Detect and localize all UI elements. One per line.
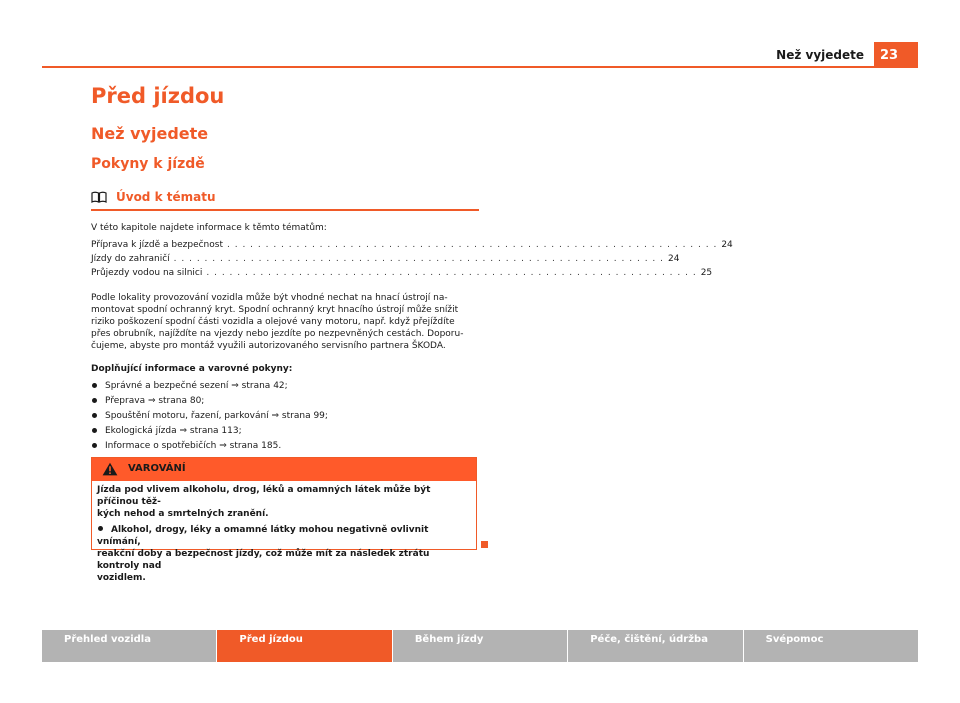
bullet-icon [98, 526, 103, 531]
list-item-text: Spouštění motoru, řazení, parkování ⇒ strana 99; [105, 410, 328, 421]
footer-tab-pece-cisteni-udrzba[interactable]: Péče, čištění, údržba [568, 630, 743, 662]
body-paragraph [91, 292, 479, 352]
footer-tab-svepomoc[interactable]: Svépomoc [744, 630, 918, 662]
toc-label: Jízdy do zahraničí [91, 254, 170, 264]
toc-row[interactable] [91, 266, 713, 280]
section-title: Než vyjedete [91, 124, 209, 143]
footer-tab-behem-jizdy[interactable]: Během jízdy [393, 630, 568, 662]
paragraph-line: Podle lokality provozování vozidla může být vhodné nechat na hnací ústrojí na- [91, 293, 448, 303]
list-item[interactable] [91, 423, 479, 438]
page-number: 23 [874, 42, 918, 68]
warning-bullet-paragraph [97, 524, 473, 584]
chapter-title: Před jízdou [91, 84, 225, 108]
toc-leader: . . . . . . . . . . . . . . . . . . . . . . . . . . . . . . . . . . . . . . . . . . . . . . . . . . . . . . . . . . . . . . . . [227, 240, 718, 250]
toc-leader: . . . . . . . . . . . . . . . . . . . . . . . . . . . . . . . . . . . . . . . . . . . . . . . . . . . . . . . . . . . . . . . . [206, 268, 697, 278]
warning-line: vozidlem. [97, 573, 146, 583]
reference-list [91, 378, 479, 453]
intro-heading [91, 190, 479, 211]
warning-header [92, 458, 476, 481]
warning-line: reakční doby a bezpečnost jízdy, což může mít za následek ztrátu kontroly nad [97, 549, 430, 571]
footer-tab-pred-jizdou[interactable]: Před jízdou [217, 630, 392, 662]
intro-title: Úvod k tématu [116, 190, 216, 204]
toc-page: 25 [700, 268, 713, 278]
footer-nav [42, 630, 918, 662]
intro-text: V této kapitole najdete informace k těmto tématům: [91, 223, 327, 233]
list-item-text: Přeprava ⇒ strana 80; [105, 395, 205, 406]
header-rule [42, 66, 918, 68]
section-end-marker [481, 541, 488, 548]
toc-leader: . . . . . . . . . . . . . . . . . . . . . . . . . . . . . . . . . . . . . . . . . . . . . . . . . . . . . . . . . . . . . . . . [173, 254, 664, 264]
list-item[interactable] [91, 393, 479, 408]
warning-line: Alkohol, drogy, léky a omamné látky mohou negativně ovlivnit vnímání, [97, 525, 429, 547]
bullet-icon [92, 443, 97, 448]
toc-row[interactable] [91, 238, 733, 252]
bullet-icon [92, 413, 97, 418]
warning-paragraph [97, 484, 473, 520]
paragraph-line: riziko poškození spodní části vozidla a olejové vany motoru, např. když přejíždíte [91, 317, 455, 327]
bullet-icon [92, 428, 97, 433]
warning-title: VAROVÁNÍ [128, 463, 186, 474]
list-item-text: Správné a bezpečné sezení ⇒ strana 42; [105, 380, 288, 391]
paragraph-line: čujeme, abyste pro montáž využili autorizovaného servisního partnera ŠKODA. [91, 341, 446, 351]
warning-box [91, 457, 477, 583]
bullet-icon [92, 383, 97, 388]
additional-info-heading: Doplňující informace a varovné pokyny: [91, 364, 293, 374]
warning-triangle-icon [102, 462, 118, 476]
warning-line: kých nehod a smrtelných zranění. [97, 509, 269, 519]
open-book-icon [91, 191, 107, 203]
list-item[interactable] [91, 408, 479, 423]
toc-page: 24 [668, 254, 680, 264]
footer-tab-prehled-vozidla[interactable]: Přehled vozidla [42, 630, 217, 662]
list-item[interactable] [91, 378, 479, 393]
bullet-icon [92, 398, 97, 403]
paragraph-line: přes obrubník, najíždíte na vjezdy nebo jezdíte po nezpevněných cestách. Doporu- [91, 329, 464, 339]
topic-list [91, 238, 733, 280]
toc-label: Průjezdy vodou na silnici [91, 268, 203, 278]
page-header-title: Než vyjedete [776, 48, 864, 62]
warning-body [97, 484, 473, 588]
toc-label: Příprava k jízdě a bezpečnost [91, 240, 223, 250]
subsection-title: Pokyny k jízdě [91, 156, 205, 172]
list-item-text: Ekologická jízda ⇒ strana 113; [105, 425, 242, 436]
toc-row[interactable] [91, 252, 680, 266]
list-item-text: Informace o spotřebičích ⇒ strana 185. [105, 440, 282, 451]
toc-page: 24 [721, 240, 733, 250]
warning-line: Jízda pod vlivem alkoholu, drog, léků a omamných látek může být příčinou těž- [97, 485, 431, 507]
list-item[interactable] [91, 438, 479, 453]
paragraph-line: montovat spodní ochranný kryt. Spodní ochranný kryt hnacího ústrojí může snížit [91, 305, 459, 315]
